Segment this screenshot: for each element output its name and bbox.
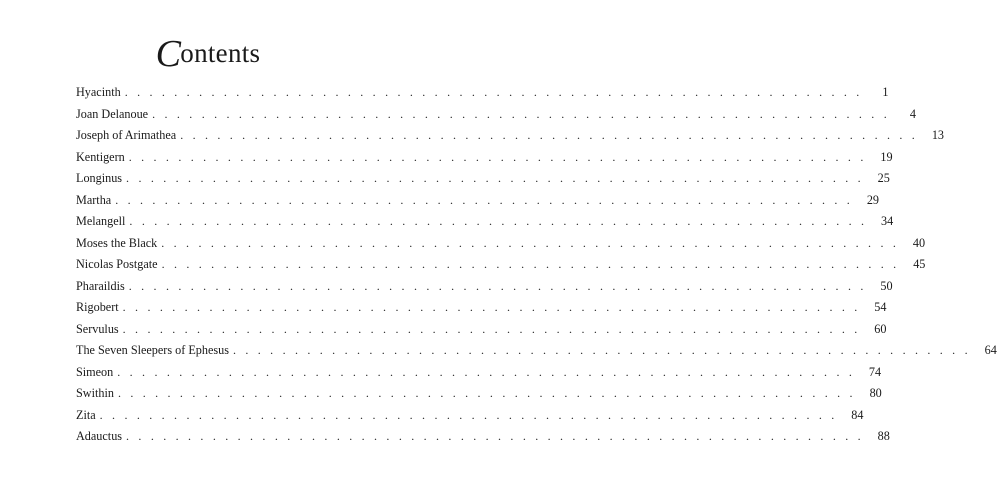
toc-entry[interactable] [76, 106, 916, 129]
page-title [0, 33, 416, 75]
dot-leader: . . . . . . . . . . . . . . . . . . . . . . . . . . . . . . . . . . . . . . . . . . . . . . . . . . . . . . . . . . . . [161, 257, 900, 271]
dot-leader: . . . . . . . . . . . . . . . . . . . . . . . . . . . . . . . . . . . . . . . . . . . . . . . . . . . . . . . . . . . . [161, 235, 900, 250]
toc-entry-title: Kentigern [76, 150, 129, 165]
toc-entry-page-number: 29 [866, 192, 880, 207]
toc-entry[interactable] [76, 321, 887, 344]
dot-leader: . . . . . . . . . . . . . . . . . . . . . . . . . . . . . . . . . . . . . . . . . . . . . . . . . . . . . . . . . . . . [129, 214, 868, 228]
toc-entry-title: Swithin [76, 386, 118, 401]
dot-leader: . . . . . . . . . . . . . . . . . . . . . . . . . . . . . . . . . . . . . . . . . . . . . . . . . . . . . . . . . . . . [117, 386, 856, 400]
table-of-contents [76, 85, 997, 451]
dot-leader: . . . . . . . . . . . . . . . . . . . . . . . . . . . . . . . . . . . . . . . . . . . . . . . . . . . . . . . . . . . . [122, 300, 861, 314]
toc-entry-page-number: 4 [909, 106, 916, 121]
toc-entry-title: Moses the Black [76, 236, 161, 251]
toc-entry-page-number: 1 [882, 85, 889, 99]
toc-entry-title: The Seven Sleepers of Ephesus [76, 343, 233, 358]
toc-entry-title: Hyacinth [76, 85, 125, 100]
toc-entry-title: Nicolas Postgate [76, 257, 162, 272]
toc-entry-page-number: 13 [931, 128, 944, 142]
toc-entry-title: Adauctus [76, 429, 126, 444]
toc-entry[interactable] [76, 407, 864, 430]
toc-entry-page-number: 60 [874, 321, 887, 336]
toc-entry-title: Joseph of Arimathea [76, 128, 180, 143]
toc-entry-title: Servulus [76, 322, 123, 337]
dot-leader: . . . . . . . . . . . . . . . . . . . . . . . . . . . . . . . . . . . . . . . . . . . . . . . . . . . . . . . . . . . . [128, 149, 867, 164]
dot-leader: . . . . . . . . . . . . . . . . . . . . . . . . . . . . . . . . . . . . . . . . . . . . . . . . . . . . . . . . . . . . [117, 364, 856, 379]
toc-entry[interactable] [76, 149, 893, 172]
toc-entry[interactable] [76, 235, 926, 258]
toc-entry-title: Rigobert [76, 300, 123, 315]
toc-entry[interactable] [76, 85, 889, 107]
toc-entry-page-number: 19 [880, 149, 893, 164]
toc-entry-title: Melangell [76, 214, 129, 229]
dot-leader: . . . . . . . . . . . . . . . . . . . . . . . . . . . . . . . . . . . . . . . . . . . . . . . . . . . . . . . . . . . . [115, 192, 854, 207]
toc-entry[interactable] [76, 128, 944, 150]
toc-entry-title: Martha [76, 193, 115, 208]
dot-leader: . . . . . . . . . . . . . . . . . . . . . . . . . . . . . . . . . . . . . . . . . . . . . . . . . . . . . . . . . . . . [99, 407, 838, 422]
toc-entry[interactable] [76, 429, 890, 451]
toc-entry-page-number: 88 [877, 429, 890, 443]
toc-entry-page-number: 84 [851, 407, 864, 422]
toc-entry-title: Zita [76, 408, 100, 423]
toc-entry-page-number: 64 [984, 343, 997, 357]
toc-entry-page-number: 50 [880, 278, 893, 293]
toc-entry-page-number: 54 [874, 300, 887, 314]
dot-leader: . . . . . . . . . . . . . . . . . . . . . . . . . . . . . . . . . . . . . . . . . . . . . . . . . . . . . . . . . . . . [124, 85, 863, 99]
title-rest: ontents [180, 38, 261, 68]
toc-entry[interactable] [76, 257, 926, 279]
toc-entry[interactable] [76, 192, 880, 215]
dot-leader: . . . . . . . . . . . . . . . . . . . . . . . . . . . . . . . . . . . . . . . . . . . . . . . . . . . . . . . . . . . . [152, 106, 890, 121]
toc-entry-title: Joan Delanoue [76, 107, 152, 122]
toc-entry-page-number: 74 [868, 364, 882, 379]
toc-entry[interactable] [76, 171, 890, 193]
toc-entry-title: Simeon [76, 365, 117, 380]
toc-entry-page-number: 40 [912, 235, 926, 250]
toc-entry-title: Pharaildis [76, 279, 129, 294]
dot-leader: . . . . . . . . . . . . . . . . . . . . . . . . . . . . . . . . . . . . . . . . . . . . . . . . . . . . . . . . . . . . [126, 171, 864, 185]
toc-entry-page-number: 80 [869, 386, 882, 400]
toc-entry[interactable] [76, 278, 893, 301]
dot-leader: . . . . . . . . . . . . . . . . . . . . . . . . . . . . . . . . . . . . . . . . . . . . . . . . . . . . . . . . . . . . [126, 429, 864, 443]
toc-entry[interactable] [76, 343, 997, 365]
toc-entry-page-number: 25 [877, 171, 890, 185]
title-initial: C [155, 33, 182, 75]
dot-leader: . . . . . . . . . . . . . . . . . . . . . . . . . . . . . . . . . . . . . . . . . . . . . . . . . . . . . . . . . . . . [232, 343, 971, 357]
toc-entry[interactable] [76, 300, 887, 322]
toc-entry-page-number: 34 [881, 214, 894, 228]
dot-leader: . . . . . . . . . . . . . . . . . . . . . . . . . . . . . . . . . . . . . . . . . . . . . . . . . . . . . . . . . . . . [128, 278, 867, 293]
toc-entry-title: Longinus [76, 171, 126, 186]
toc-entry[interactable] [76, 364, 882, 387]
toc-entry-page-number: 45 [913, 257, 926, 271]
toc-entry[interactable] [76, 386, 882, 408]
dot-leader: . . . . . . . . . . . . . . . . . . . . . . . . . . . . . . . . . . . . . . . . . . . . . . . . . . . . . . . . . . . . [122, 321, 861, 336]
dot-leader: . . . . . . . . . . . . . . . . . . . . . . . . . . . . . . . . . . . . . . . . . . . . . . . . . . . . . . . . . . . . [180, 128, 918, 142]
toc-entry[interactable] [76, 214, 894, 236]
